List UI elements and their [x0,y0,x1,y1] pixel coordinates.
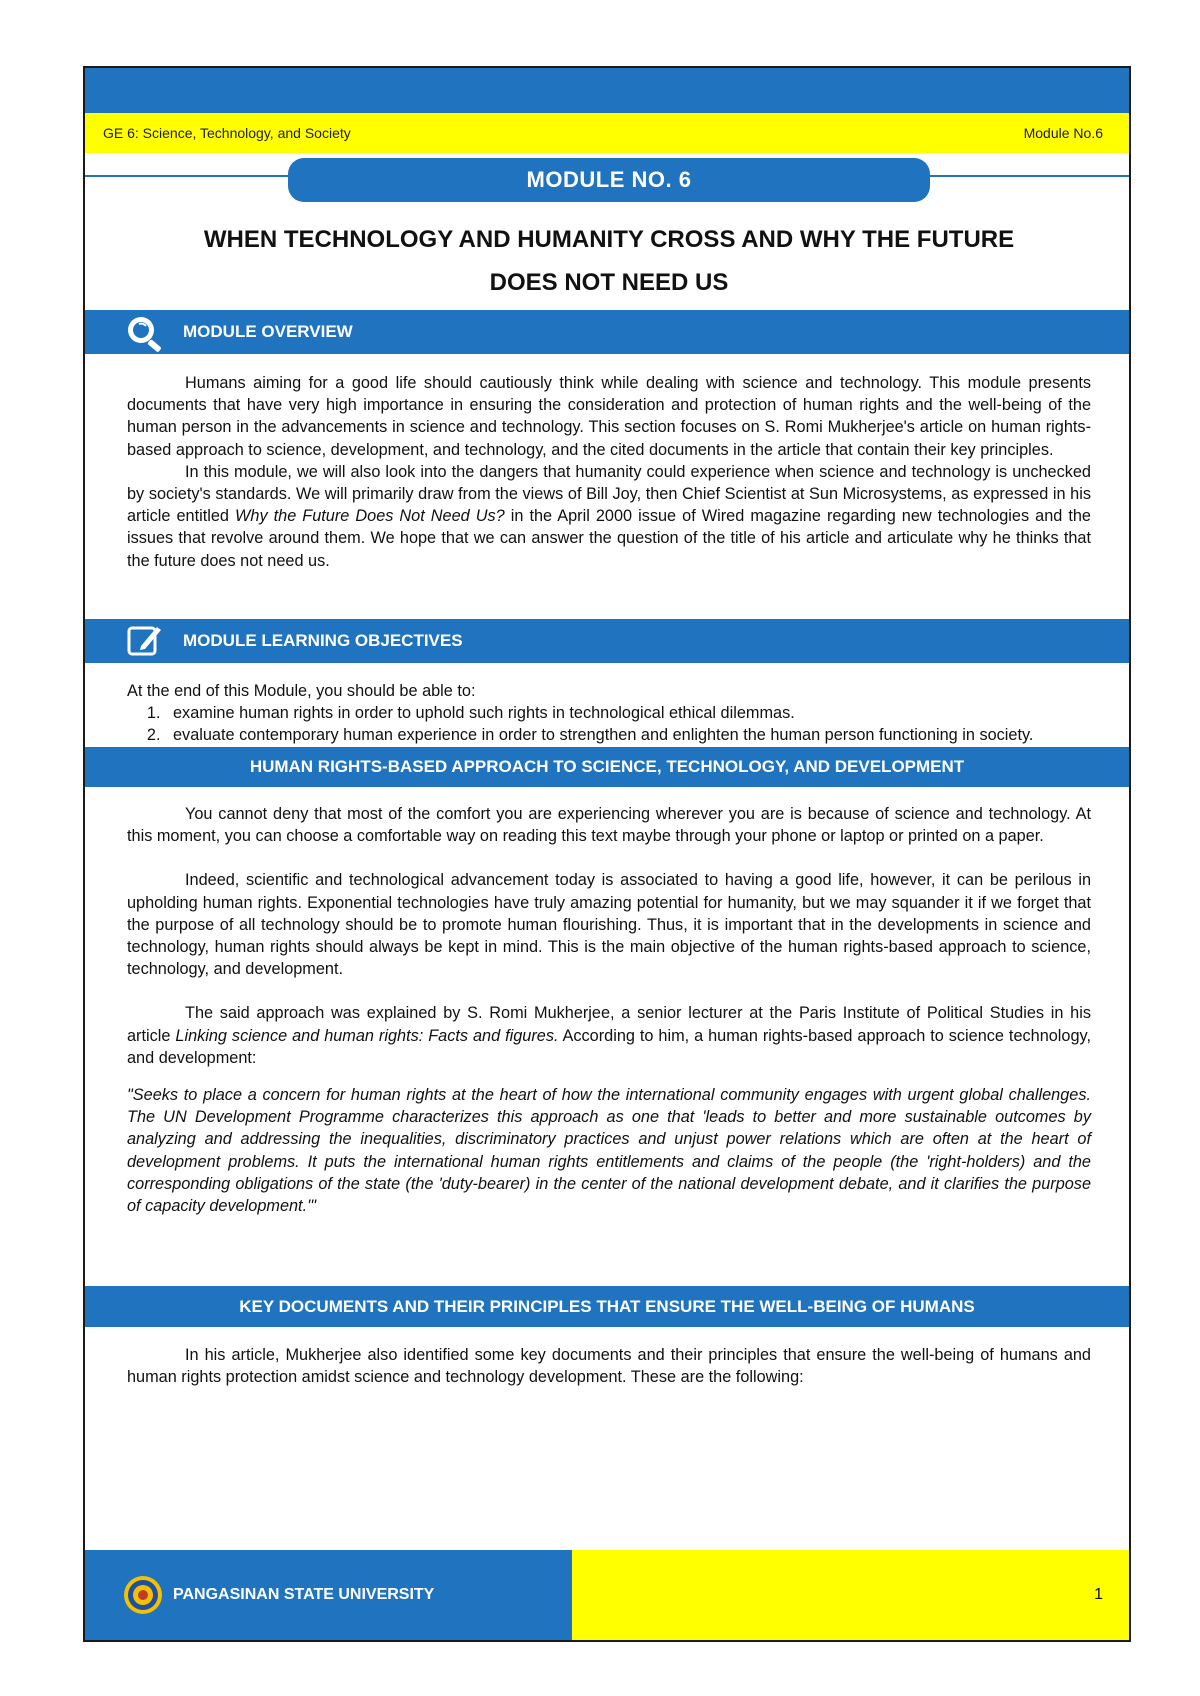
overview-paragraph-2: In this module, we will also look into the dangers that humanity could experience when science and technology is unchecked by society's standards. We will primarily draw from the views of Bill Joy, then Chief Scientist at Sun Microsystems, as expressed in his article entitled Why the Future Does Not Need Us? in the April 2000 issue of Wired magazine regarding new technologies and the issues that revolve around them. We hope that we can answer the question of the title of his article and articulate why he thinks that the future does not need us. [127,462,1091,570]
magnifier-icon [123,310,167,354]
overview-section-header [85,310,1129,354]
hr-paragraph-1: You cannot deny that most of the comfort you are experiencing wherever you are is because of science and technology. At this moment, you can choose a comfortable way on reading this text maybe through your phone or laptop or printed on a paper. [127,805,1091,846]
objectives-heading: MODULE LEARNING OBJECTIVES [183,631,463,650]
document-page [83,66,1131,1642]
objectives-text [127,680,1091,747]
objectives-section-header [85,619,1129,663]
hr-quote: "Seeks to place a concern for human rights at the heart of how the international community engages with urgent global challenges. The UN Development Programme characterizes this approach as one that 'leads to better and more sustainable outcomes by analyzing and addressing the inequalities, discriminatory practices and unjust power relations which are often at the heart of development problems. It puts the international human rights entitlements and claims of the people (the 'right-holders) and the corresponding obligations of the state (the 'duty-bearer) in the center of the national development debate, and it clarifies the purpose of capacity development.'" [127,1086,1091,1216]
title-line-1: WHEN TECHNOLOGY AND HUMANITY CROSS AND WHY THE FUTURE [203,226,1015,253]
overview-paragraph-1: Humans aiming for a good life should cautiously think while dealing with science and technology. This module presents documents that have very high importance in ensuring the consideration and protection of human rights and the well-being of the human person in the advancements in science and technology. This section focuses on S. Romi Mukherjee's article on human rights-based approach to science, development, and technology, and the cited documents in the article that contain their key principles. [127,374,1091,459]
key-documents-heading: KEY DOCUMENTS AND THEIR PRINCIPLES THAT ENSURE THE WELL-BEING OF HUMANS [239,1296,975,1316]
key-documents-section-header [85,1286,1129,1327]
running-header [85,113,1129,153]
hr-paragraph-3: The said approach was explained by S. Romi Mukherjee, a senior lecturer at the Paris Institute of Political Studies in his article Linking science and human rights: Facts and figures. According to him, a human rights-based approach to science technology, and development: [127,1004,1091,1067]
course-title: GE 6: Science, Technology, and Society [103,125,351,141]
human-rights-heading: HUMAN RIGHTS-BASED APPROACH TO SCIENCE, TECHNOLOGY, AND DEVELOPMENT [249,757,965,776]
top-blue-band [85,68,1129,113]
edit-note-icon [123,619,167,663]
footer-page-band [572,1550,1129,1640]
key-documents-text [127,1344,1091,1388]
objectives-list [127,702,1091,746]
page-number: 1 [1094,1586,1103,1603]
university-seal-icon [123,1575,163,1615]
footer-university-band [85,1550,572,1640]
module-number-label: MODULE NO. 6 [526,167,692,192]
objectives-intro: At the end of this Module, you should be able to: [127,682,476,700]
objective-item: 2. evaluate contemporary human experience in order to strengthen and enlighten the human person functioning in society. [165,724,1091,746]
overview-text [127,372,1091,572]
title-line-2: DOES NOT NEED US [489,269,729,296]
page-title [125,218,1093,304]
human-rights-section-header [85,747,1129,787]
human-rights-text [127,803,1091,1217]
overview-heading: MODULE OVERVIEW [183,322,353,341]
hr-paragraph-2: Indeed, scientific and technological advancement today is associated to having a good life, however, it can be perilous in upholding human rights. Exponential technologies have truly amazing potential for humanity, but we may squander it if we forget that the purpose of all technology should be to promote human flourishing. Thus, it is important that in the developments in science and technology, human rights should always be kept in mind. This is the main objective of the human rights-based approach to science, technology, and development. [127,871,1091,979]
objective-item: 1. examine human rights in order to uphold such rights in technological ethical dilemmas. [165,702,1091,724]
module-reference: Module No.6 [1023,125,1103,141]
university-name: PANGASINAN STATE UNIVERSITY [173,1586,435,1603]
key-docs-paragraph: In his article, Mukherjee also identified some key documents and their principles that ensure the well-being of humans and human rights protection amidst science and technology development. These are the following: [127,1346,1091,1387]
module-number-banner [288,158,930,202]
